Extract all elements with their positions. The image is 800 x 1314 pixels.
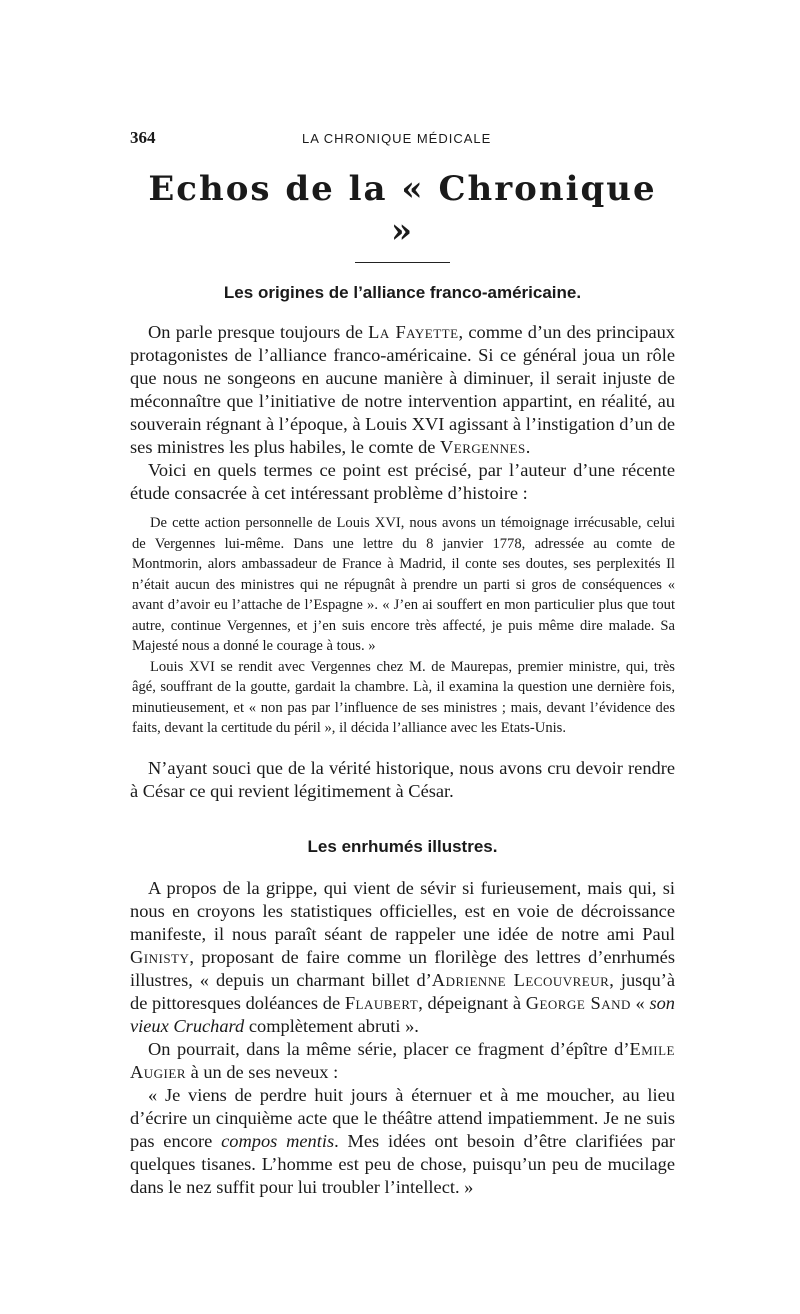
text-run: , dépeignant à bbox=[418, 992, 526, 1013]
text-run: « Je viens de perdre huit jours à éternuer et à me moucher, au lieu d’écrire un cinquième acte que le théâtre attend impatiemment. Je ne suis pas encore bbox=[130, 1084, 675, 1151]
text-run: . Mes idées ont besoin d’être clarifiées par quelques tisanes. L’homme est peu de chose, puisqu’un peu de mucilage dans le nez suffit pour lui troubler l’intellect. » bbox=[130, 1130, 675, 1197]
title-divider bbox=[355, 262, 450, 263]
name-george-sand: George Sand bbox=[525, 992, 631, 1013]
paragraph-augier-quote bbox=[130, 1084, 675, 1199]
quote-paragraph-2: Louis XVI se rendit avec Vergennes chez M. de Maurepas, premier ministre, qui, très âgé, souffrant de la goutte, gardait la chambre. Là, il examina la question une dernière fois, minutieusement, et « non pas par l’influence de ses ministres ; mais, devant l’évidence des faits, devant la certitude du péril », il décida l’alliance avec les Etats-Unis. bbox=[132, 658, 675, 736]
section-title-enrhumes: Les enrhumés illustres. bbox=[307, 836, 498, 856]
text-run: , jusqu’à de pittoresques doléances de bbox=[130, 969, 675, 1013]
quote-paragraph-1: De cette action personnelle de Louis XVI, nous avons un témoignage irrécusable, celui de Vergennes lui-même. Dans une lettre du 8 janvier 1778, adressée au comte de Montmorin, alors ambassadeur de France à Madrid, il conte ses doutes, ses perplexités Il n’était aucun des ministres qui ne répugnât à prendre un parti si gros de conséquences « avant d’avoir eu l’attache de l’Espagne ». « J’en ai souffert en mon particulier plus que tout autre, continue Vergennes, et j’en suis encore très affecté, je puis même dire malade. Sa Majesté nous a donné le courage à tous. » bbox=[132, 515, 675, 654]
running-header bbox=[130, 128, 675, 154]
paragraph-intro-quote: Voici en quels termes ce point est précisé, par l’auteur d’une récente étude consacrée à cet intéressant problème d’histoire : bbox=[130, 460, 675, 503]
paragraph-cesar: N’ayant souci que de la vérité historique, nous avons cru devoir rendre à César ce qui revient légitimement à César. bbox=[130, 757, 675, 801]
paragraph-lafayette bbox=[130, 321, 675, 459]
italic-cruchard: son vieux Cruchard bbox=[130, 992, 675, 1036]
text-run: complètement abruti ». bbox=[244, 1015, 419, 1036]
section-title-alliance: Les origines de l’alliance franco-américaine. bbox=[223, 283, 582, 302]
page bbox=[130, 128, 675, 1199]
paragraph-grippe bbox=[130, 877, 675, 1038]
name-vergennes: Vergennes bbox=[440, 437, 526, 457]
text-run: , comme d’un des principaux protagonistes de l’alliance franco-américaine. Si ce général joua un rôle que nous ne songeons en aucune manière à diminuer, il serait injuste de méconnaître que l’initiative de notre intervention appartint, en réalité, au souverain régnant à l’époque, à Louis XVI agissant à l’instigation d’un de ses ministres les plus habiles, le comte de bbox=[130, 322, 675, 457]
name-la-fayette: La Fayette bbox=[368, 322, 459, 342]
text-run: . bbox=[525, 437, 531, 457]
text-run: à un de ses neveux : bbox=[186, 1061, 339, 1082]
journal-title: LA CHRONIQUE MÉDICALE bbox=[302, 131, 492, 146]
name-adrienne-lecouvreur: Adrienne Lecouvreur bbox=[431, 969, 610, 990]
name-emile-augier: Emile Augier bbox=[130, 1038, 675, 1082]
paragraph-augier bbox=[130, 1038, 675, 1084]
text-run: , proposant de faire comme un florilège des lettres d’enrhumés illustres, « depuis un charmant billet d’ bbox=[130, 946, 675, 990]
text-run: A propos de la grippe, qui vient de sévir si furieusement, mais qui, si nous en croyons les statistiques officielles, est en voie de décroissance manifeste, il nous paraît séant de rappeler une idée de notre ami Paul bbox=[130, 877, 675, 944]
page-number: 364 bbox=[130, 128, 156, 147]
text-run: On pourrait, dans la même série, placer ce fragment d’épître d’ bbox=[148, 1038, 630, 1059]
text-run: « bbox=[630, 992, 650, 1013]
name-ginisty: Ginisty bbox=[130, 946, 190, 967]
name-flaubert: Flaubert bbox=[344, 992, 419, 1013]
rubric-title: Echos de la « Chronique » bbox=[148, 169, 657, 251]
italic-compos-mentis: compos mentis bbox=[221, 1130, 335, 1151]
text-run: On parle presque toujours de bbox=[148, 322, 369, 342]
